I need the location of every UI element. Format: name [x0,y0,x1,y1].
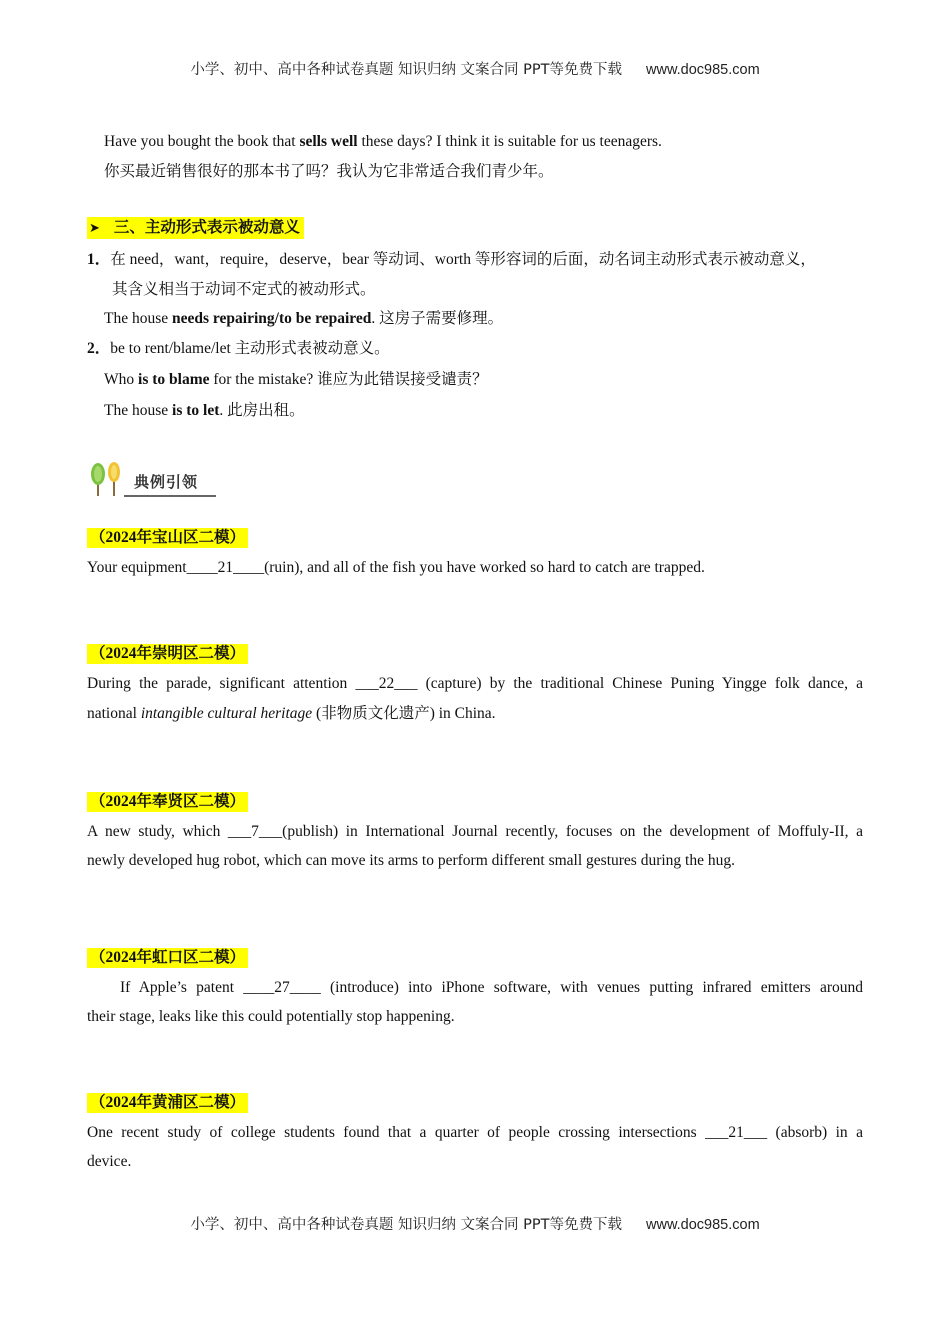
header-site-link[interactable]: www.doc985.com [646,62,760,78]
example-5-line2: device. [87,1153,132,1170]
example-2-tag: （2024年崇明区二模） [87,644,248,664]
rule-2-example-2: The house is to let. 此房出租。 [104,402,305,419]
tree-icon [88,460,128,498]
banner-title: 典例引领 [134,473,199,491]
examples-banner [88,460,218,498]
intro-chinese: 你买最近销售很好的那本书了吗？我认为它非常适合我们青少年。 [104,163,554,180]
example-4-line2: their stage, leaks like this could potentially stop happening. [87,1008,455,1025]
example-5-tag: （2024年黄浦区二模） [87,1093,248,1113]
banner-underline [124,495,216,497]
example-1-tag: （2024年宝山区二模） [87,528,248,548]
example-2-line2: national intangible cultural heritage (非物质文化遗产) in China. [87,705,496,722]
example-4-tag: （2024年虹口区二模） [87,948,248,968]
section-title: 三、主动形式表示被动意义 [113,219,300,236]
arrow-icon: ➤ [89,221,100,236]
page-header [0,58,950,79]
example-1-text: Your equipment____21____(ruin), and all of the fish you have worked so hard to catch are trapped. [87,559,705,576]
example-2-text: During the parade, significant attention ___22___ (capture) by the traditional Chinese Puning Yingge folk dance, a [87,675,863,692]
page-footer [0,1213,950,1234]
rule-2: 2．be to rent/blame/let 主动形式表被动意义。 [87,340,390,357]
example-3-text: A new study, which ___7___(publish) in International Journal recently, focuses on the development of Moffuly-II, a [87,823,863,840]
section-heading [87,217,304,239]
footer-text: 小学、初中、高中各种试卷真题 知识归纳 文案合同 PPT等免费下载 [190,1217,623,1233]
header-text: 小学、初中、高中各种试卷真题 知识归纳 文案合同 PPT等免费下载 [190,62,623,78]
intro-english: Have you bought the book that sells well these days? I think it is suitable for us teenagers. [104,133,662,150]
example-3-line2: newly developed hug robot, which can move its arms to perform different small gestures during the hug. [87,852,735,869]
rule-1-example: The house needs repairing/to be repaired. 这房子需要修理。 [104,310,504,327]
example-5-text: One recent study of college students found that a quarter of people crossing intersections ___21___ (absorb) in a [87,1124,863,1141]
example-3-tag: （2024年奉贤区二模） [87,792,248,812]
footer-site-link[interactable]: www.doc985.com [646,1217,760,1233]
rule-1-line2: 其含义相当于动词不定式的被动形式。 [112,281,376,298]
rule-1: 1．在 need，want，require，deserve，bear 等动词、worth 等形容词的后面，动名词主动形式表示被动意义， [87,251,816,268]
rule-2-example-1: Who is to blame for the mistake? 谁应为此错误接受谴责？ [104,371,488,388]
example-4-text: If Apple’s patent ____27____ (introduce) into iPhone software, with venues putting infrared emitters around [120,979,863,996]
